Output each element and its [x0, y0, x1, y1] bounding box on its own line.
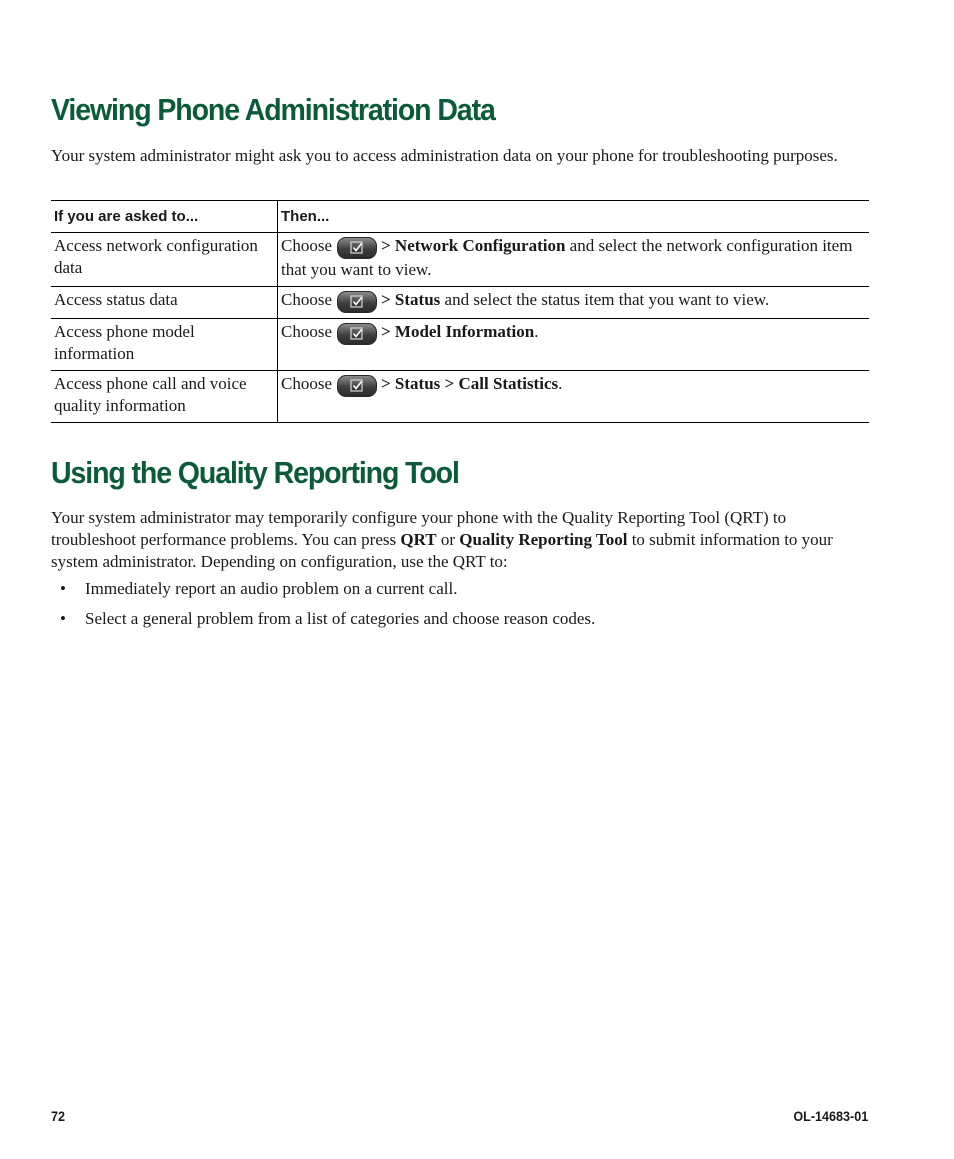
header-if-asked: If you are asked to...: [51, 201, 278, 233]
table-header-row: [51, 201, 869, 233]
bullet-icon: •: [60, 609, 66, 628]
table-row: [51, 233, 869, 287]
qrt-bullet-list: [51, 578, 595, 638]
table-row: [51, 371, 869, 423]
task-cell: Access network configuration data: [51, 233, 278, 287]
action-rest: .: [558, 374, 563, 393]
qrt-text-3: to submit information to your system administrator. Depending on configuration, use the QRT to:: [51, 530, 833, 571]
header-then: Then...: [278, 201, 870, 233]
choose-text: Choose: [281, 236, 332, 255]
list-item-text: Select a general problem from a list of categories and choose reason codes.: [85, 609, 596, 628]
action-rest: .: [534, 322, 539, 341]
settings-button-icon: [337, 237, 377, 259]
table-row: [51, 319, 869, 371]
choose-text: Choose: [281, 322, 332, 341]
quality-reporting-tool-softkey: Quality Reporting Tool: [459, 530, 628, 549]
qrt-text-1: Your system administrator may temporarily configure your phone with the Quality Reporting Tool (QRT) to troubleshoot performance problems. You can press: [51, 508, 787, 549]
settings-button-icon: [337, 323, 377, 345]
menu-path: > Network Configuration: [381, 236, 566, 255]
choose-text: Choose: [281, 374, 332, 393]
bullet-icon: •: [60, 579, 66, 598]
settings-button-icon: [337, 291, 377, 313]
choose-text: Choose: [281, 290, 332, 309]
list-item-text: Immediately report an audio problem on a current call.: [85, 579, 458, 598]
section-title-quality-reporting-tool: Using the Quality Reporting Tool: [51, 455, 459, 490]
qrt-paragraph: [51, 507, 866, 573]
task-cell: Access phone call and voice quality information: [51, 371, 278, 423]
qrt-text-2: or: [436, 530, 460, 549]
admin-data-table: [51, 200, 869, 423]
menu-path: > Model Information: [381, 322, 535, 341]
page-number: 72: [51, 1108, 66, 1124]
menu-path: > Status: [381, 290, 441, 309]
action-cell: [278, 233, 870, 287]
document-id: OL-14683-01: [793, 1108, 868, 1124]
action-rest: and select the network configuration item that you want to view.: [281, 236, 853, 279]
action-cell: [278, 371, 870, 423]
intro-paragraph: Your system administrator might ask you to access administration data on your phone for troubleshooting purposes.: [51, 146, 838, 165]
menu-path: > Status > Call Statistics: [381, 374, 559, 393]
task-cell: Access phone model information: [51, 319, 278, 371]
task-cell: Access status data: [51, 287, 278, 319]
section-title-viewing-admin-data: Viewing Phone Administration Data: [51, 92, 495, 127]
list-item: [51, 608, 595, 630]
settings-button-icon: [337, 375, 377, 397]
qrt-softkey: QRT: [400, 530, 437, 549]
table-row: [51, 287, 869, 319]
list-item: [51, 578, 595, 600]
action-cell: [278, 319, 870, 371]
action-cell: [278, 287, 870, 319]
action-rest: and select the status item that you want to view.: [440, 290, 770, 309]
